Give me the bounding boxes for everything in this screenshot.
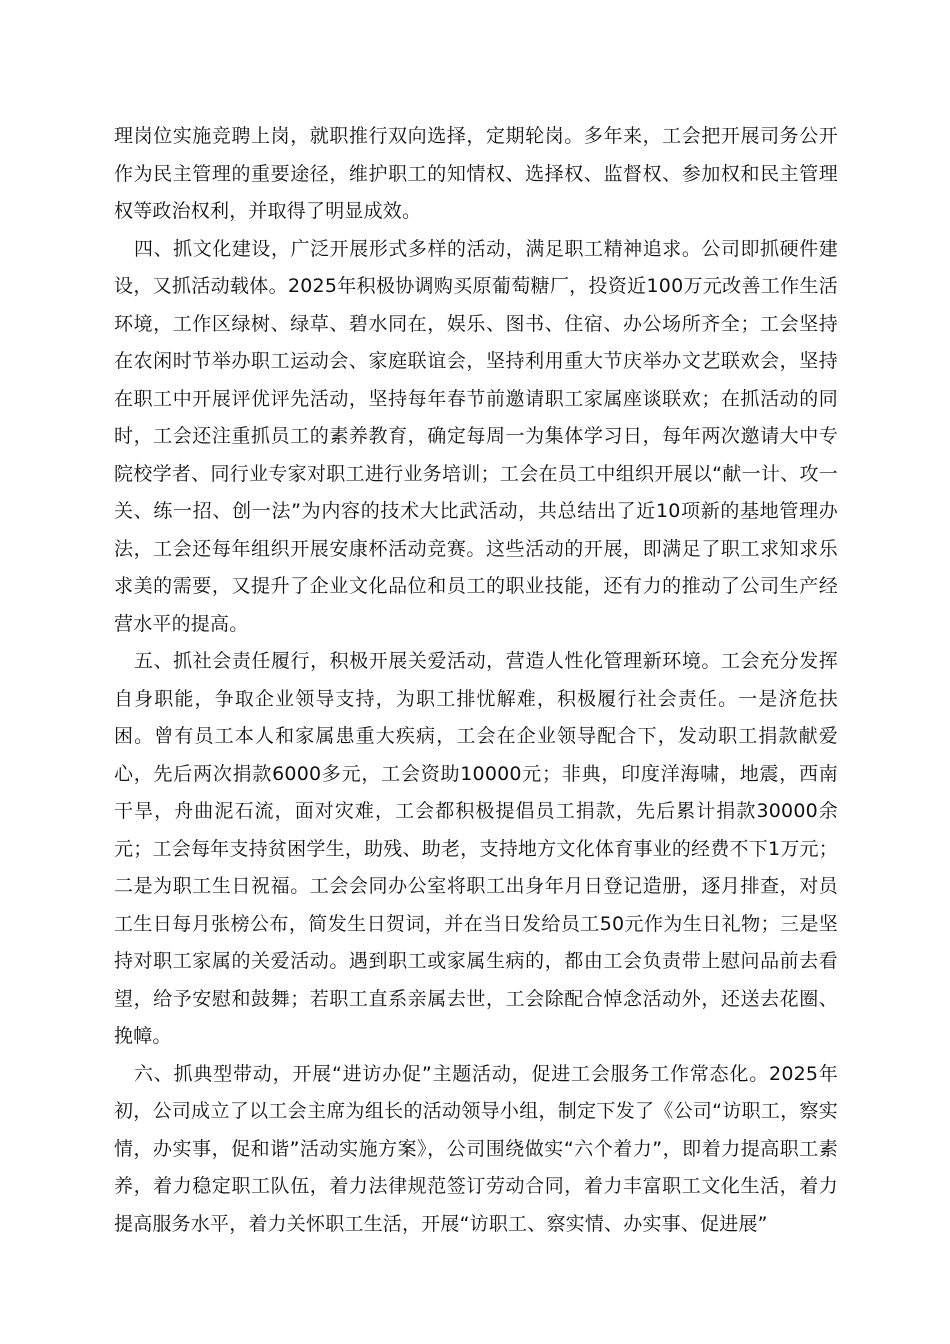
paragraph-continuation: 理岗位实施竞聘上岗，就职推行双向选择，定期轮岗。多年来，工会把开展司务公开作为民主管理的重要途径，维护职工的知情权、选择权、监督权、参加权和民主管理权等政治权利，并取得了明显成效。 xyxy=(114,125,838,222)
paragraph-typical-example: 六、抓典型带动，开展“进访办促”主题活动，促进工会服务工作常态化。2025年初，公司成立了以工会主席为组长的活动领导小组，制定下发了《公司“访职工，察实情，办实事，促和谐”活动实施方案》，公司围绕做实“六个着力”，即着力提高职工素养，着力稳定职工队伍，着力法律规范签订劳动合同，着力丰富职工文化生活，着力提高服务水平，着力关怀职工生活，开展“访职工、察实情、办实事、促进展” xyxy=(114,1062,838,1235)
paragraph-social-responsibility: 五、抓社会责任履行，积极开展关爱活动，营造人性化管理新环境。工会充分发挥自身职能，争取企业领导支持，为职工排忧解难，积极履行社会责任。一是济危扶困。曾有员工本人和家属患重大疾病，工会在企业领导配合下，发动职工捐款献爱心，先后两次捐款6000多元，工会资助10000元；非典，印度洋海啸，地震，西南干旱，舟曲泥石流，面对灾难，工会都积极提倡员工捐款，先后累计捐款30000余元；工会每年支持贫困学生，助残、助老，支持地方文化体育事业的经费不下1万元；二是为职工生日祝福。工会会同办公室将职工出身年月日登记造册，逐月排查，对员工生日每月张榜公布，简发生日贺词，并在当日发给员工50元作为生日礼物；三是坚持对职工家属的关爱活动。遇到职工或家属生病的，都由工会负责带上慰问品前去看望，给予安慰和鼓舞；若职工直系亲属去世，工会除配合悼念活动外，还送去花圈、挽幛。 xyxy=(114,650,838,1047)
document-page xyxy=(114,118,838,1243)
paragraph-culture-building: 四、抓文化建设，广泛开展形式多样的活动，满足职工精神追求。公司即抓硬件建设，又抓活动载体。2025年积极协调购买原葡萄糖厂，投资近100万元改善工作生活环境，工作区绿树、绿草、碧水同在，娱乐、图书、住宿、办公场所齐全；工会坚持在农闲时节举办职工运动会、家庭联谊会，坚持利用重大节庆举办文艺联欢会，坚持在职工中开展评优评先活动，坚持每年春节前邀请职工家属座谈联欢；在抓活动的同时，工会还注重抓员工的素养教育，确定每周一为集体学习日，每年两次邀请大中专院校学者、同行业专家对职工进行业务培训；工会在员工中组织开展以“献一计、攻一关、练一招、创一法”为内容的技术大比武活动，共总结出了近10项新的基地管理办法，工会还每年组织开展安康杯活动竞赛。这些活动的开展，即满足了职工求知求乐求美的需要，又提升了企业文化品位和员工的职业技能，还有力的推动了公司生产经营水平的提高。 xyxy=(114,237,838,635)
